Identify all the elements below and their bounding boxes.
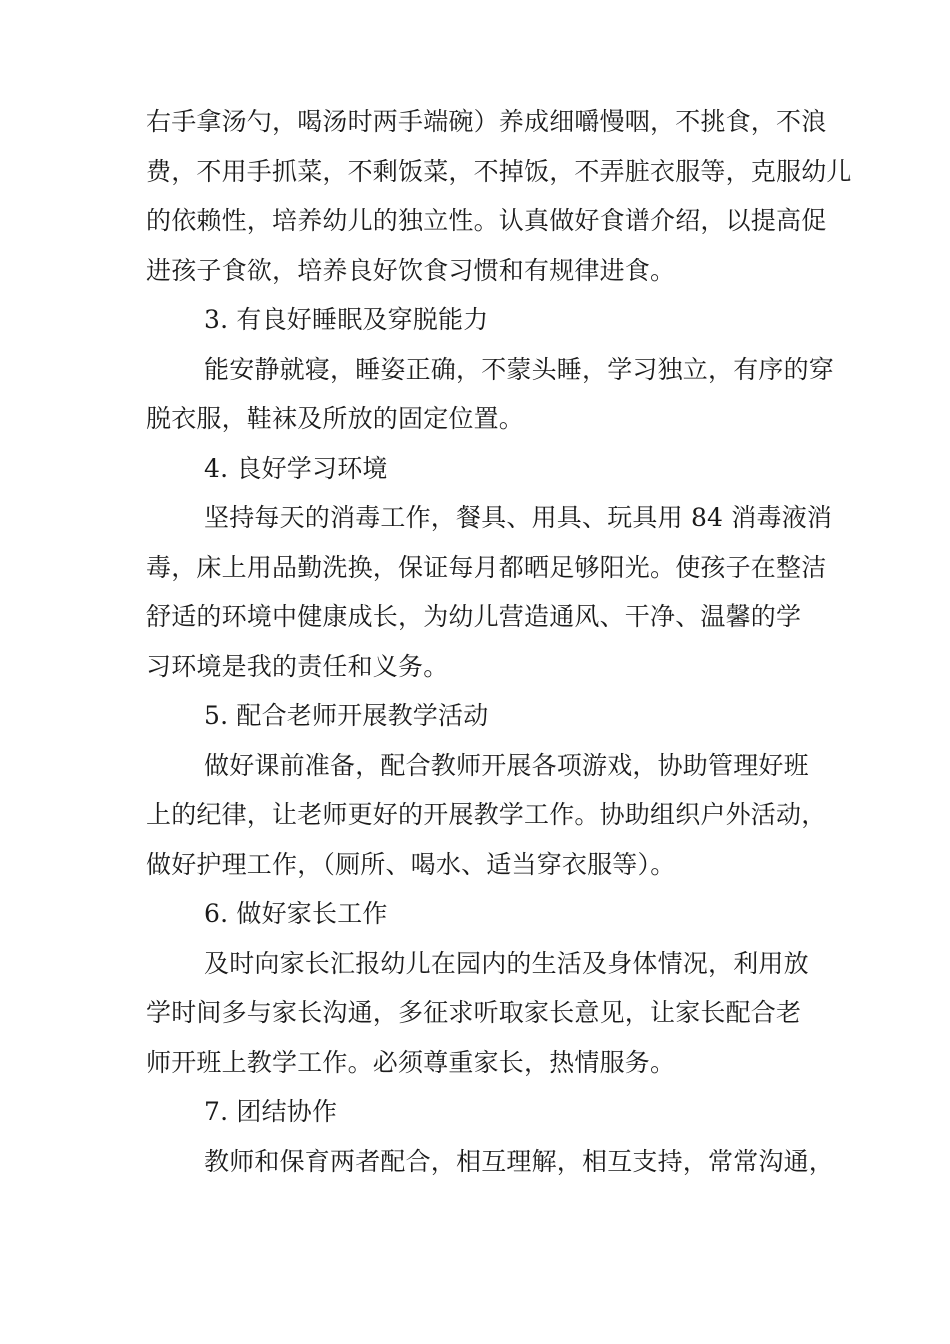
paragraph-line: 毒，床上用品勤洗换，保证每月都晒足够阳光。使孩子在整洁 — [146, 552, 827, 582]
paragraph-line: 做好课前准备，配合教师开展各项游戏，协助管理好班 — [204, 750, 809, 780]
document-page — [146, 97, 852, 1186]
paragraph-line: 习环境是我的责任和义务。 — [146, 651, 449, 681]
section-heading-4: 4. 良好学习环境 — [204, 453, 388, 483]
paragraph-line: 舒适的环境中健康成长，为幼儿营造通风、干净、温馨的学 — [146, 602, 802, 631]
paragraph-line: 坚持每天的消毒工作，餐具、用具、玩具用 84 消毒液消 — [204, 503, 833, 532]
paragraph-line: 右手拿汤勺，喝汤时两手端碗）养成细嚼慢咽，不挑食，不浪 — [146, 107, 827, 136]
section-heading-7: 7. 团结协作 — [204, 1097, 338, 1126]
paragraph-line: 教师和保育两者配合，相互理解，相互支持，常常沟通， — [204, 1146, 835, 1176]
paragraph-line: 脱衣服，鞋袜及所放的固定位置。 — [146, 404, 525, 433]
section-heading-6: 6. 做好家长工作 — [204, 899, 388, 928]
section-heading-3: 3. 有良好睡眠及穿脱能力 — [204, 305, 489, 334]
section-heading-5: 5. 配合老师开展教学活动 — [204, 701, 489, 730]
paragraph-line: 进孩子食欲，培养良好饮食习惯和有规律进食。 — [146, 255, 676, 285]
paragraph-line: 上的纪律，让老师更好的开展教学工作。协助组织户外活动， — [146, 800, 827, 829]
paragraph-line: 费，不用手抓菜，不剩饭菜，不掉饭，不弄脏衣服等，克服幼儿 — [146, 156, 852, 186]
paragraph-line: 学时间多与家长沟通，多征求听取家长意见，让家长配合老 — [146, 998, 802, 1027]
paragraph-line: 做好护理工作，（厕所、喝水、适当穿衣服等）。 — [146, 849, 676, 879]
paragraph-line: 及时向家长汇报幼儿在园内的生活及身体情况，利用放 — [204, 948, 809, 978]
paragraph-line: 能安静就寝，睡姿正确，不蒙头睡，学习独立，有序的穿 — [204, 354, 835, 384]
paragraph-line: 师开班上教学工作。必须尊重家长，热情服务。 — [146, 1047, 676, 1077]
paragraph-line: 的依赖性，培养幼儿的独立性。认真做好食谱介绍，以提高促 — [146, 206, 827, 235]
